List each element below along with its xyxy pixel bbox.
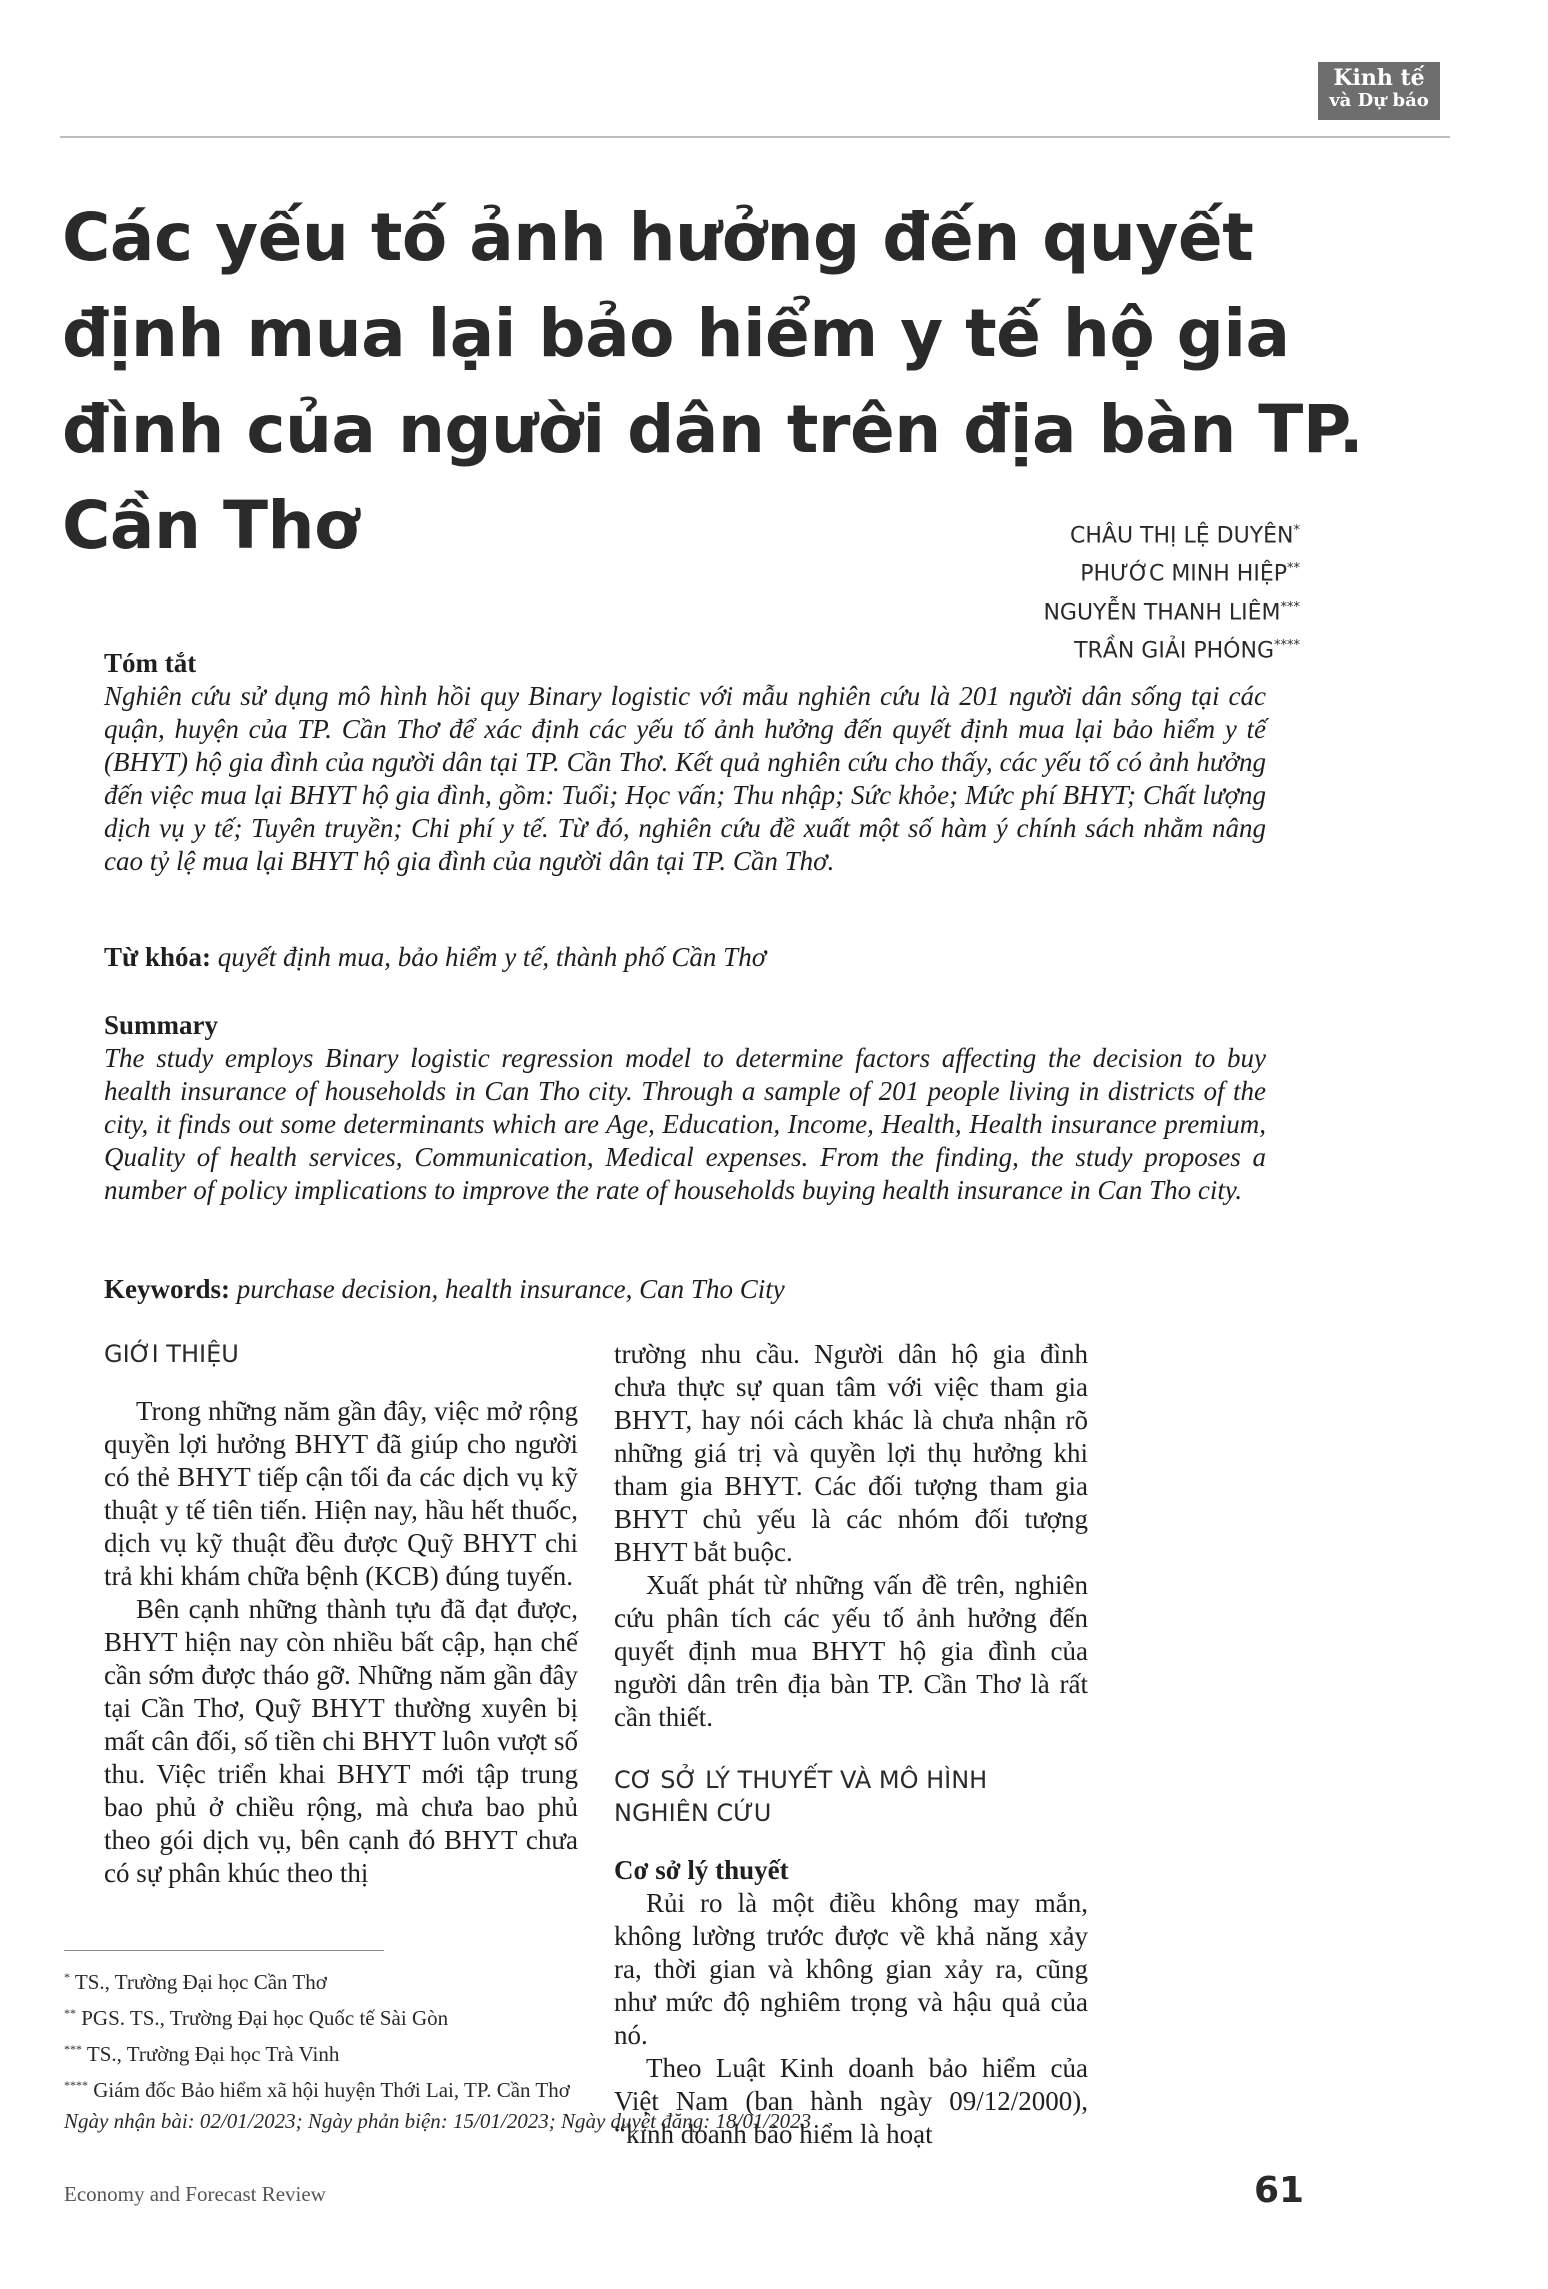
author-name: NGUYỄN THANH LIÊM xyxy=(1043,599,1281,625)
paragraph: trường nhu cầu. Người dân hộ gia đình chưa thực sự quan tâm với việc tham gia BHYT, hay nói cách khác là chưa nhận rõ những giá trị và quyền lợi thụ hưởng khi tham gia BHYT. Các đối tượng tham gia BHYT chủ yếu là các nhóm đối tượng BHYT bắt buộc. xyxy=(614,1339,1088,1567)
keywords-en xyxy=(104,1272,1266,1306)
summary-heading: Summary xyxy=(104,1010,218,1040)
author-mark: **** xyxy=(1274,637,1300,653)
footnotes xyxy=(64,1962,1264,2137)
footnote-text: PGS. TS., Trường Đại học Quốc tế Sài Gòn xyxy=(81,2006,449,2030)
abstract-heading: Tóm tắt xyxy=(104,648,197,678)
section-heading-theory: CƠ SỞ LÝ THUYẾT VÀ MÔ HÌNH NGHIÊN CỨU xyxy=(614,1766,988,1827)
abstract-vi xyxy=(104,646,1266,878)
keywords-label: Từ khóa: xyxy=(104,942,211,972)
paragraph: Xuất phát từ những vấn đề trên, nghiên cứu phân tích các yếu tố ảnh hưởng đến quyết định mua BHYT hộ gia đình của người dân trên địa bàn TP. Cần Thơ là rất cần thiết. xyxy=(614,1570,1088,1732)
keywords-vi xyxy=(104,940,1266,974)
paragraph: Trong những năm gần đây, việc mở rộng quyền lợi hưởng BHYT đã giúp cho người có thẻ BHYT tiếp cận tối đa các dịch vụ kỹ thuật y tế tiên tiến. Hiện nay, hầu hết thuốc, dịch vụ kỹ thuật đều được Quỹ BHYT chi trả khi khám chữa bệnh (KCB) đúng tuyến. xyxy=(104,1396,578,1591)
summary-text: The study employs Binary logistic regression model to determine factors affecting the decision to buy health insurance of households in Can Tho city. Through a sample of 201 people living in districts of the city, it finds out some determinants which are Age, Education, Income, Health, Health insurance premium, Quality of health services, Communication, Medical expenses. From the finding, the study proposes a number of policy implications to improve the rate of households buying health insurance in Can Tho city. xyxy=(104,1043,1266,1205)
keywords-text: quyết định mua, bảo hiểm y tế, thành phố Cần Thơ xyxy=(217,942,767,972)
author-1 xyxy=(1043,514,1300,552)
footnote-1 xyxy=(64,1962,1264,1998)
footnote-text: Giám đốc Bảo hiểm xã hội huyện Thới Lai, TP. Cần Thơ xyxy=(93,2078,570,2102)
footnote-text: TS., Trường Đại học Cần Thơ xyxy=(74,1970,327,1994)
author-name: CHÂU THỊ LỆ DUYÊN xyxy=(1069,523,1294,549)
keywords-text: purchase decision, health insurance, Can Tho City xyxy=(236,1274,785,1304)
journal-name: Economy and Forecast Review xyxy=(64,2182,326,2206)
footnote-divider xyxy=(64,1950,384,1951)
footnote-4 xyxy=(64,2070,1264,2106)
author-2 xyxy=(1043,552,1300,590)
subsection-heading: Cơ sở lý thuyết xyxy=(614,1855,789,1885)
article-title: Các yếu tố ảnh hưởng đến quyết định mua lại bảo hiểm y tế hộ gia đình của người dân trên địa bàn TP. Cần Thơ xyxy=(62,199,1364,564)
paragraph: Bên cạnh những thành tựu đã đạt được, BHYT hiện nay còn nhiều bất cập, hạn chế cần sớm được tháo gỡ. Những năm gần đây tại Cần Thơ, Quỹ BHYT thường xuyên bị mất cân đối, số tiền chi BHYT luôn vượt số thu. Việc triển khai BHYT mới tập trung bao phủ ở chiều rộng, mà chưa bao phủ theo gói dịch vụ, bên cạnh đó BHYT chưa có sự phân khúc theo thị xyxy=(104,1594,578,1888)
body-column-left xyxy=(104,1338,578,1890)
logo-line-2: và Dự báo xyxy=(1329,90,1429,111)
footnote-mark: *** xyxy=(64,2042,82,2056)
author-name: PHƯỚC MINH HIỆP xyxy=(1080,561,1287,587)
footnote-mark: **** xyxy=(64,2078,88,2092)
footnote-mark: ** xyxy=(64,2006,76,2020)
footnote-mark: * xyxy=(64,1970,70,1984)
footnote-2 xyxy=(64,1998,1264,2034)
author-mark: ** xyxy=(1287,561,1300,577)
keywords-label: Keywords: xyxy=(104,1274,230,1304)
author-mark: *** xyxy=(1280,599,1300,615)
author-3 xyxy=(1043,591,1300,629)
author-mark: * xyxy=(1293,523,1300,538)
journal-logo xyxy=(1318,62,1440,120)
footnote-text: TS., Trường Đại học Trà Vinh xyxy=(86,2042,340,2066)
section-heading-intro: GIỚI THIỆU xyxy=(104,1340,239,1368)
author-name: TRẦN GIẢI PHÓNG xyxy=(1074,638,1274,664)
paragraph: Rủi ro là một điều không may mắn, không lường trước được về khả năng xảy ra, thời gian và không gian xảy ra, cũng như mức độ nghiêm trọng và hậu quả của nó. xyxy=(614,1888,1088,2050)
logo-line-1: Kinh tế xyxy=(1333,65,1425,91)
abstract-text: Nghiên cứu sử dụng mô hình hồi quy Binary logistic với mẫu nghiên cứu là 201 người dân sống tại các quận, huyện của TP. Cần Thơ để xác định các yếu tố ảnh hưởng đến quyết định mua lại bảo hiểm y tế (BHYT) hộ gia đình của người dân tại TP. Cần Thơ. Kết quả nghiên cứu cho thấy, các yếu tố có ảnh hưởng đến việc mua lại BHYT hộ gia đình, gồm: Tuổi; Học vấn; Thu nhập; Sức khỏe; Mức phí BHYT; Chất lượng dịch vụ y tế; Tuyên truyền; Chi phí y tế. Từ đó, nghiên cứu đề xuất một số hàm ý chính sách nhằm nâng cao tỷ lệ mua lại BHYT hộ gia đình của người dân tại TP. Cần Thơ. xyxy=(104,681,1266,876)
header-divider xyxy=(60,136,1450,138)
page-number: 61 xyxy=(1254,2170,1305,2211)
abstract-en xyxy=(104,1008,1266,1207)
author-list xyxy=(1043,514,1300,667)
paragraph: Theo Luật Kinh doanh bảo hiểm của Việt Nam (ban hành ngày 09/12/2000), “kinh doanh bảo hiểm là hoạt xyxy=(614,2053,1088,2149)
footnote-3 xyxy=(64,2034,1264,2070)
submission-dates: Ngày nhận bài: 02/01/2023; Ngày phản biện: 15/01/2023; Ngày duyệt đăng: 18/01/2023 xyxy=(64,2109,812,2133)
